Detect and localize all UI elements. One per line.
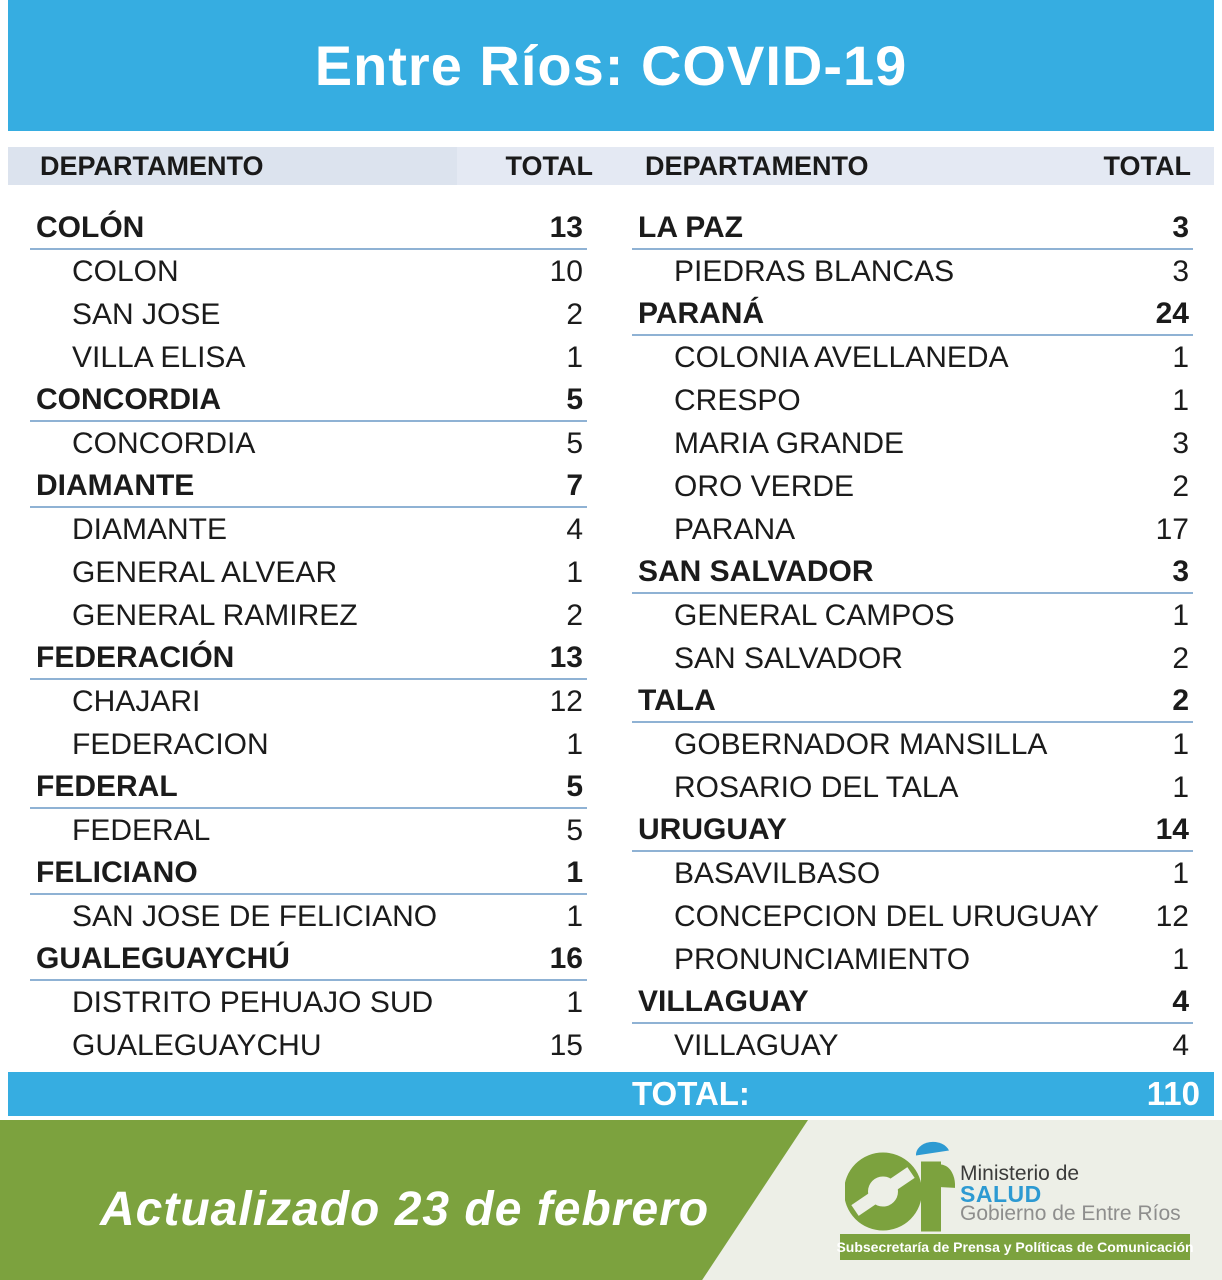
department-row [30,207,587,250]
ministry-line1: Ministerio de [960,1162,1080,1185]
row-label: FEDERAL [72,813,211,847]
page-title: Entre Ríos: COVID-19 [314,34,908,97]
locality-row [30,1024,587,1067]
row-value: 2 [1172,469,1189,503]
row-label: CONCEPCION DEL URUGUAY [674,899,1100,933]
row-label: URUGUAY [638,812,787,846]
right-table [632,207,1193,1067]
row-value: 2 [1172,683,1189,717]
row-value: 16 [549,941,583,975]
row-label: PARANA [674,512,796,546]
grand-total-value: 110 [1146,1075,1200,1112]
row-label: MARIA GRANDE [674,426,905,460]
left-column-total-header: TOTAL [505,151,593,181]
locality-row [30,422,587,465]
department-row [30,379,587,422]
row-value: 1 [566,985,583,1019]
row-label: FEDERACIÓN [36,640,235,674]
row-value: 1 [566,555,583,589]
row-label: VILLAGUAY [638,984,809,1018]
row-value: 5 [566,813,583,847]
row-label: GUALEGUAYCHÚ [36,941,290,975]
row-label: PRONUNCIAMIENTO [674,942,971,976]
row-value: 1 [1172,770,1189,804]
department-row [632,680,1193,723]
row-value: 5 [566,769,583,803]
locality-row [632,336,1193,379]
title-banner [8,0,1214,131]
subsecretary-bar: Subsecretaría de Prensa y Políticas de Comunicación [840,1234,1190,1260]
row-value: 2 [566,297,583,331]
row-label: FEDERACION [72,727,269,761]
row-label: GENERAL RAMIREZ [72,598,358,632]
locality-row [632,465,1193,508]
row-value: 12 [1155,899,1189,933]
department-row [632,293,1193,336]
row-value: 1 [1172,942,1189,976]
row-value: 3 [1172,554,1189,588]
row-value: 1 [566,899,583,933]
row-value: 17 [1155,512,1189,546]
row-value: 3 [1172,254,1189,288]
grand-total-label: TOTAL: [632,1075,750,1112]
row-value: 24 [1155,296,1189,330]
row-label: DISTRITO PEHUAJO SUD [72,985,434,1019]
department-row [30,637,587,680]
row-value: 1 [566,855,583,889]
locality-row [30,723,587,766]
department-row [632,551,1193,594]
department-row [30,938,587,981]
row-label: GENERAL CAMPOS [674,598,955,632]
er-logo-dome-icon [916,1142,949,1156]
department-row [632,809,1193,852]
locality-row [30,809,587,852]
locality-row [30,293,587,336]
row-value: 1 [1172,856,1189,890]
locality-row [632,422,1193,465]
locality-row [632,379,1193,422]
locality-row [632,637,1193,680]
row-label: ORO VERDE [674,469,855,503]
row-value: 2 [1172,641,1189,675]
row-value: 4 [1172,984,1189,1018]
row-label: FEDERAL [36,769,178,803]
right-column-total-header: TOTAL [1103,151,1191,181]
department-row [632,207,1193,250]
ministry-block [960,1164,1181,1224]
locality-row [632,766,1193,809]
row-value: 1 [566,340,583,374]
row-label: DIAMANTE [72,512,228,546]
row-label: COLÓN [36,210,145,244]
row-value: 2 [566,598,583,632]
row-label: LA PAZ [638,210,743,244]
locality-row [30,680,587,723]
table-header-band [8,147,1214,185]
row-label: PARANÁ [638,296,765,330]
locality-row [632,938,1193,981]
row-label: CONCORDIA [72,426,256,460]
row-value: 3 [1172,210,1189,244]
locality-row [632,250,1193,293]
right-column-department-header: DEPARTAMENTO [645,151,869,181]
row-value: 5 [566,426,583,460]
department-row [632,981,1193,1024]
locality-row [30,508,587,551]
left-table [30,207,587,1067]
row-label: TALA [638,683,716,717]
row-label: CONCORDIA [36,382,221,416]
row-value: 14 [1155,812,1189,846]
grand-total-bar [8,1072,1214,1116]
row-value: 1 [566,727,583,761]
row-value: 1 [1172,383,1189,417]
locality-row [632,723,1193,766]
row-label: SAN SALVADOR [638,554,874,588]
footer [0,1120,1222,1280]
row-label: BASAVILBASO [674,856,881,890]
row-value: 7 [566,468,583,502]
row-label: GOBERNADOR MANSILLA [674,727,1048,761]
row-value: 15 [549,1028,583,1062]
locality-row [632,895,1193,938]
department-row [30,766,587,809]
row-label: ROSARIO DEL TALA [674,770,959,804]
row-value: 13 [549,210,583,244]
row-label: COLONIA AVELLANEDA [674,340,1009,374]
updated-date-text: Actualizado 23 de febrero [100,1183,710,1236]
locality-row [30,551,587,594]
row-label: CHAJARI [72,684,201,718]
row-label: CRESPO [674,383,801,417]
row-label: GENERAL ALVEAR [72,555,338,589]
row-value: 1 [1172,727,1189,761]
locality-row [30,981,587,1024]
row-label: SAN JOSE [72,297,221,331]
locality-row [632,1024,1193,1067]
locality-row [30,594,587,637]
row-value: 12 [549,684,583,718]
row-value: 4 [566,512,583,546]
left-column-department-header: DEPARTAMENTO [40,151,264,181]
locality-row [30,250,587,293]
row-label: SAN JOSE DE FELICIANO [72,899,438,933]
row-label: GUALEGUAYCHU [72,1028,322,1062]
row-value: 3 [1172,426,1189,460]
er-logo [845,1130,955,1235]
row-label: DIAMANTE [36,468,195,502]
ministry-line3: Gobierno de Entre Ríos [960,1202,1181,1225]
locality-row [632,852,1193,895]
row-label: PIEDRAS BLANCAS [674,254,955,288]
row-label: SAN SALVADOR [674,641,903,675]
ministry-line2: SALUD [960,1181,1042,1207]
row-label: COLON [72,254,179,288]
locality-row [632,594,1193,637]
locality-row [632,508,1193,551]
er-logo-icon [845,1130,955,1235]
row-value: 13 [549,640,583,674]
department-row [30,852,587,895]
locality-row [30,895,587,938]
row-value: 4 [1172,1028,1189,1062]
row-value: 5 [566,382,583,416]
row-value: 10 [549,254,583,288]
row-label: VILLAGUAY [674,1028,839,1062]
locality-row [30,336,587,379]
department-row [30,465,587,508]
row-label: VILLA ELISA [72,340,246,374]
row-value: 1 [1172,598,1189,632]
row-value: 1 [1172,340,1189,374]
row-label: FELICIANO [36,855,198,889]
